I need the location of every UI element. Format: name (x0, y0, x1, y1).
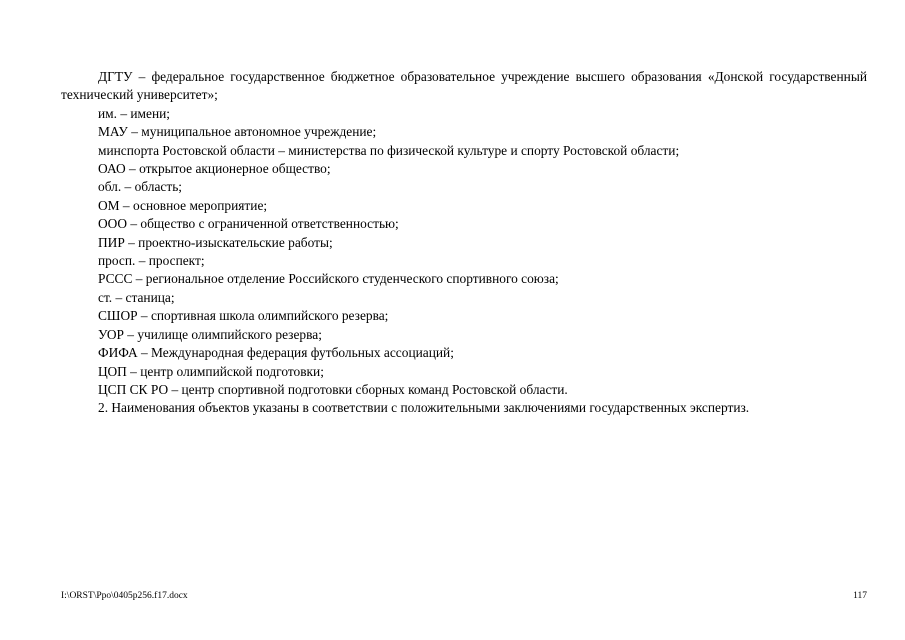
abbreviation-entry: ЦОП – центр олимпийской подготовки; (98, 363, 324, 379)
abbreviation-entry: ЦСП СК РО – центр спортивной подготовки сборных команд Ростовской области. (98, 381, 568, 397)
abbreviation-entry: им. – имени; (98, 105, 171, 121)
abbreviation-entry: ПИР – проектно-изыскательские работы; (98, 234, 333, 250)
file-path: I:\ORST\Ppo\0405p256.f17.docx (61, 591, 188, 601)
abbreviation-entry: ДГТУ – федеральное государственное бюджетное образовательное учреждение высшего образования «Донской государственный технический университет»; (61, 69, 867, 103)
abbreviation-entry: ОАО – открытое акционерное общество; (98, 161, 331, 177)
document-body (61, 68, 867, 418)
page-footer (61, 589, 867, 603)
abbreviation-entry: ООО – общество с ограниченной ответственностью; (98, 216, 399, 232)
abbreviation-entry: РССС – региональное отделение Российского студенческого спортивного союза; (98, 271, 559, 287)
abbreviation-entry: ст. – станица; (98, 289, 175, 305)
abbreviation-entry: ОМ – основное мероприятие; (98, 197, 268, 213)
abbreviation-entry: УОР – училище олимпийского резерва; (98, 326, 322, 342)
abbreviation-entry: просп. – проспект; (98, 253, 205, 269)
abbreviation-entry: ФИФА – Международная федерация футбольных ассоциаций; (98, 345, 454, 361)
abbreviation-entry: обл. – область; (98, 179, 183, 195)
abbreviation-entry: минспорта Ростовской области – министерства по физической культуре и спорту Ростовской области; (98, 142, 680, 158)
page-number: 117 (853, 591, 867, 601)
note-paragraph: 2. Наименования объектов указаны в соответствии с положительными заключениями государственных экспертиз. (98, 400, 750, 416)
abbreviation-entry: МАУ – муниципальное автономное учреждение; (98, 124, 377, 140)
abbreviation-entry: СШОР – спортивная школа олимпийского резерва; (98, 308, 389, 324)
